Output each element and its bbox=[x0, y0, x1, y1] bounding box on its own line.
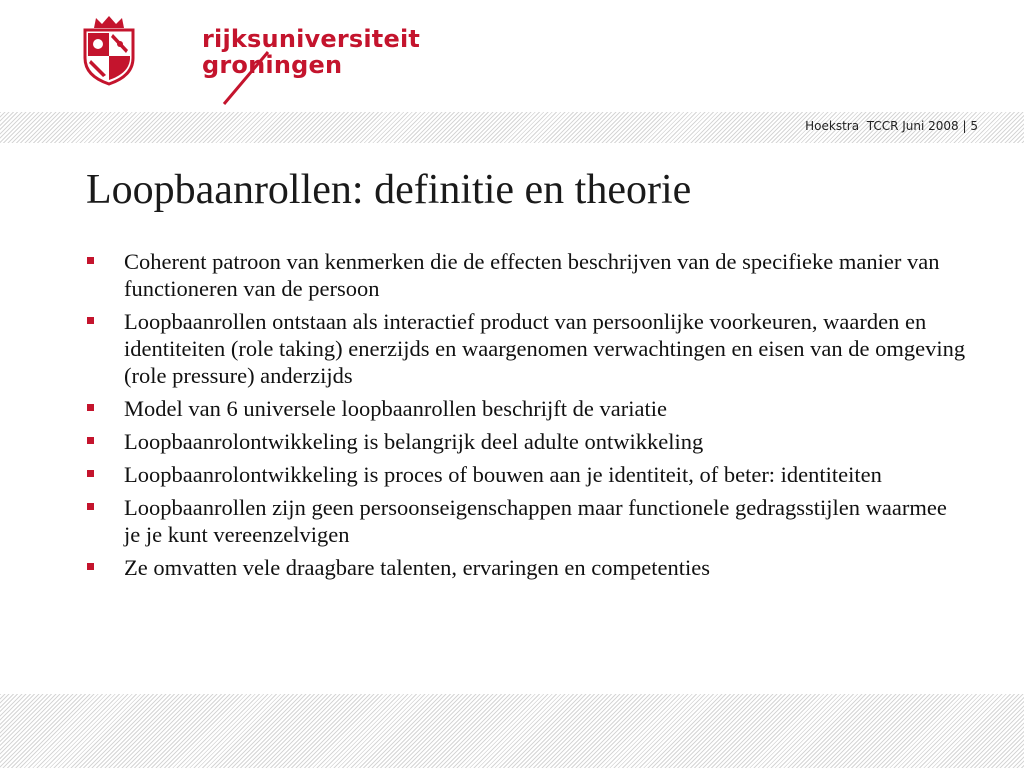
bullet-text: Model van 6 universele loopbaanrollen beschrijft de variatie bbox=[124, 396, 667, 421]
bullet-square-icon bbox=[87, 503, 94, 510]
bullet-text: Ze omvatten vele draagbare talenten, ervaringen en competenties bbox=[124, 555, 710, 580]
bullet-text: Coherent patroon van kenmerken die de effecten beschrijven van de specifieke manier van functioneren van de persoon bbox=[124, 249, 940, 301]
bullet-square-icon bbox=[87, 404, 94, 411]
footer-pattern-band bbox=[0, 694, 1024, 768]
bullet-square-icon bbox=[87, 563, 94, 570]
bullet-square-icon bbox=[87, 317, 94, 324]
logo-line-1: rijksuniversiteit bbox=[202, 25, 421, 53]
list-item bbox=[86, 428, 966, 455]
bullet-text: Loopbaanrollen zijn geen persoonseigenschappen maar functionele gedragsstijlen waarmee je je kunt vereenzelvigen bbox=[124, 495, 947, 547]
bullet-text: Loopbaanrolontwikkeling is proces of bouwen aan je identiteit, of beter: identiteiten bbox=[124, 462, 882, 487]
bullet-text: Loopbaanrollen ontstaan als interactief product van persoonlijke voorkeuren, waarden en identiteiten (role taking) enerzijds en waargenomen verwachtingen en eisen van de omgeving (role pressure) anderzijds bbox=[124, 309, 966, 388]
list-item bbox=[86, 395, 966, 422]
logo-wordmark bbox=[202, 26, 420, 78]
slide-title: Loopbaanrollen: definitie en theorie bbox=[86, 167, 692, 213]
bullet-list bbox=[86, 248, 966, 587]
logo-line-2: groningen bbox=[202, 51, 343, 79]
slide-info: Hoekstra TCCR Juni 2008 | 5 bbox=[805, 119, 978, 133]
bullet-square-icon bbox=[87, 257, 94, 264]
list-item bbox=[86, 554, 966, 581]
university-logo bbox=[82, 14, 421, 94]
bullet-square-icon bbox=[87, 437, 94, 444]
bullet-text: Loopbaanrolontwikkeling is belangrijk deel adulte ontwikkeling bbox=[124, 429, 704, 454]
list-item bbox=[86, 494, 966, 548]
list-item bbox=[86, 461, 966, 488]
university-crest-icon bbox=[82, 14, 136, 86]
list-item bbox=[86, 308, 966, 389]
bullet-square-icon bbox=[87, 470, 94, 477]
list-item bbox=[86, 248, 966, 302]
